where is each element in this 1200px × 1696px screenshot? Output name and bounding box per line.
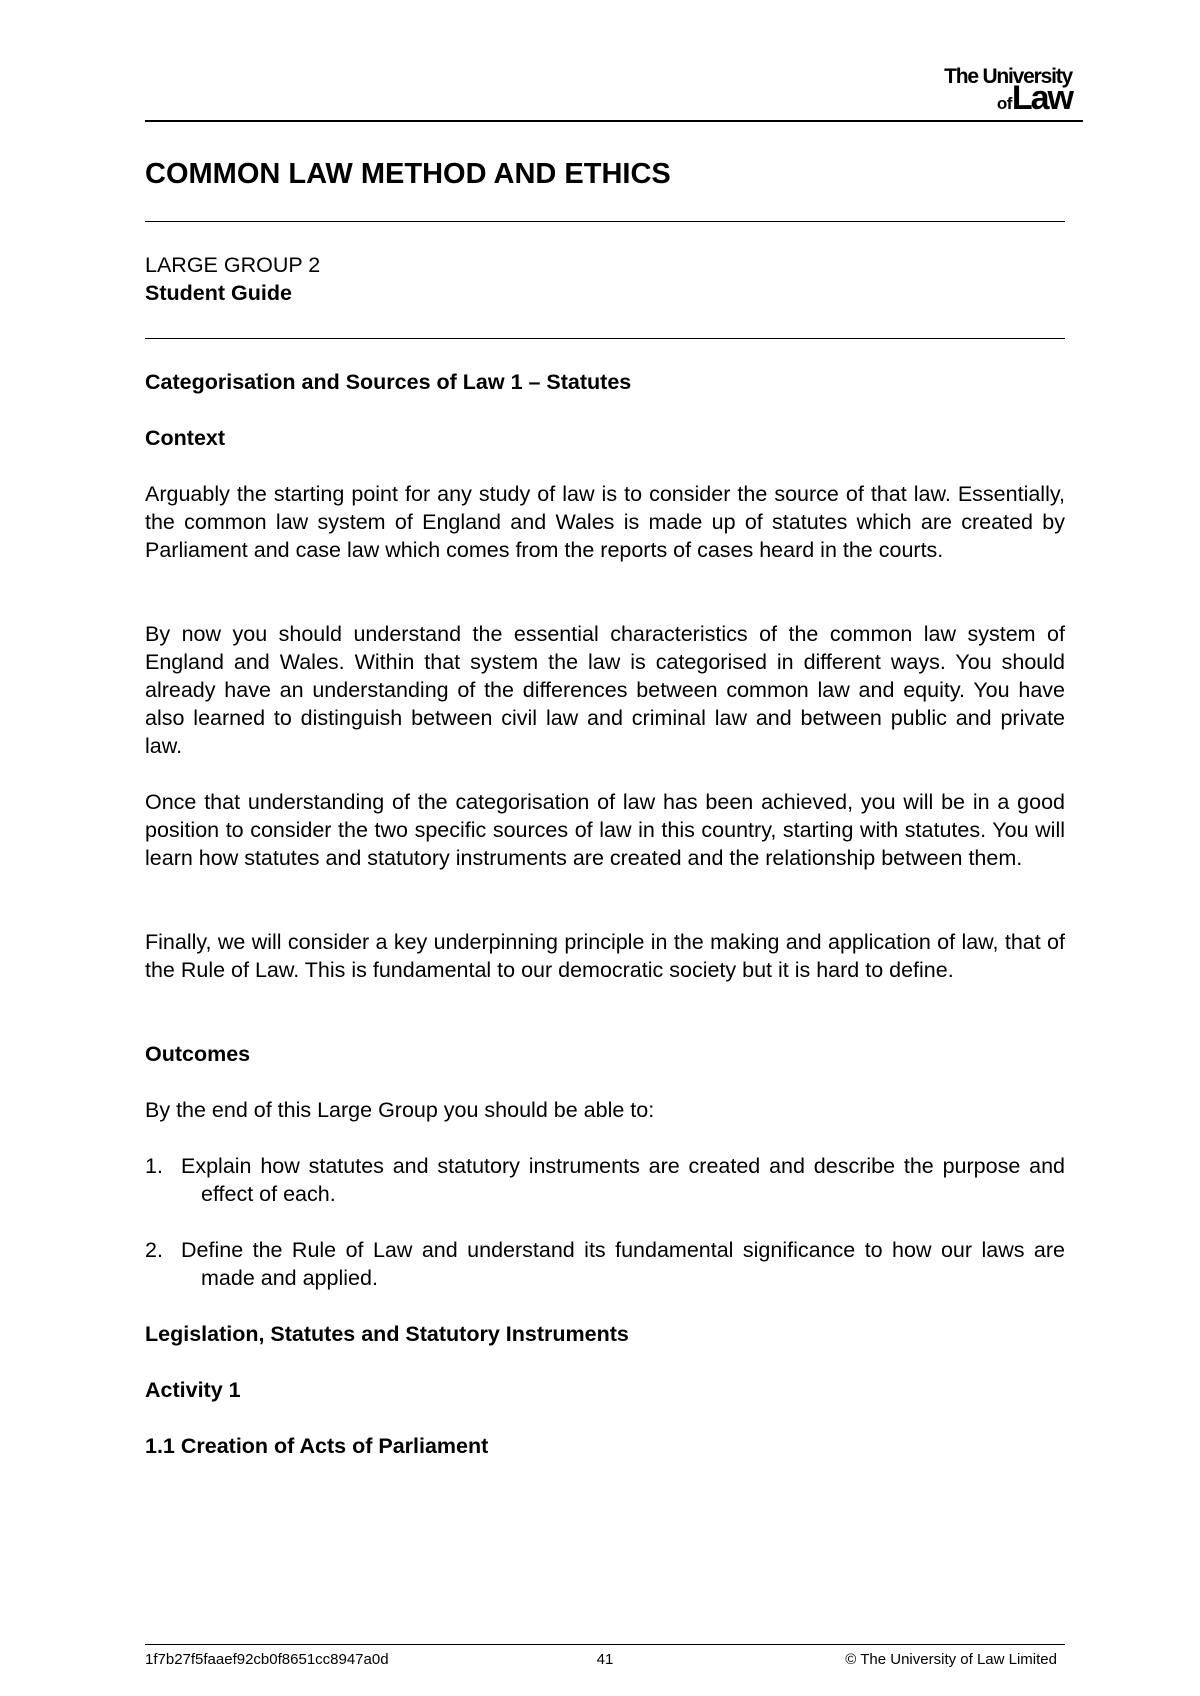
outcomes-heading: Outcomes: [145, 1042, 251, 1066]
context-paragraph-4: Finally, we will consider a key underpinning principle in the making and application of law, that of the Rule of Law. This is fundamental to our democratic society but it is hard to define.: [145, 930, 1065, 982]
subsection-heading: 1.1 Creation of Acts of Parliament: [145, 1434, 489, 1458]
context-paragraph-3: Once that understanding of the categorisation of law has been achieved, you will be in a good position to consider the two specific sources of law in this country, starting with statutes. You will learn how statutes and statutory instruments are created and the relationship between them.: [145, 790, 1065, 870]
outcome-number: 2.: [145, 1238, 163, 1262]
legislation-heading: Legislation, Statutes and Statutory Instruments: [145, 1322, 629, 1346]
outcomes-intro: By the end of this Large Group you should be able to:: [145, 1098, 655, 1122]
document-id: 1f7b27f5faaef92cb0f8651cc8947a0d: [145, 1651, 389, 1668]
outcome-item-1: [145, 1152, 1065, 1208]
activity-heading: Activity 1: [145, 1378, 241, 1402]
university-logo: [944, 66, 1072, 115]
header-rule: [145, 120, 1083, 122]
logo-of: of: [996, 94, 1012, 113]
copyright-notice: © The University of Law Limited: [845, 1651, 1057, 1668]
page-footer: [145, 1651, 1065, 1669]
context-heading: Context: [145, 426, 226, 450]
context-paragraph-2: By now you should understand the essential characteristics of the common law system of England and Wales. Within that system the law is categorised in different ways. You should already have an understanding of the differences between common law and equity. You have also learned to distinguish between civil law and criminal law and between public and private law.: [145, 622, 1065, 758]
logo-law: Law: [1011, 79, 1072, 117]
guide-label: Student Guide: [145, 281, 292, 305]
document-title: COMMON LAW METHOD AND ETHICS: [145, 158, 671, 190]
outcome-item-2: [145, 1236, 1065, 1292]
page-number: 41: [596, 1651, 614, 1668]
logo-line-1: The University: [944, 65, 1072, 88]
outcome-text: Define the Rule of Law and understand its fundamental significance to how our laws are made and applied.: [181, 1238, 1065, 1290]
title-divider: [145, 221, 1065, 222]
footer-rule: [145, 1644, 1065, 1645]
section-heading: Categorisation and Sources of Law 1 – Statutes: [145, 370, 632, 394]
context-paragraph-1: Arguably the starting point for any study of law is to consider the source of that law. Essentially, the common law system of England and Wales is made up of statutes which are created by Parliament and case law which comes from the reports of cases heard in the courts.: [145, 482, 1065, 562]
group-divider: [145, 338, 1065, 339]
outcome-text: Explain how statutes and statutory instruments are created and describe the purpose and effect of each.: [181, 1154, 1065, 1206]
outcome-number: 1.: [145, 1154, 163, 1178]
group-label: LARGE GROUP 2: [145, 253, 321, 277]
